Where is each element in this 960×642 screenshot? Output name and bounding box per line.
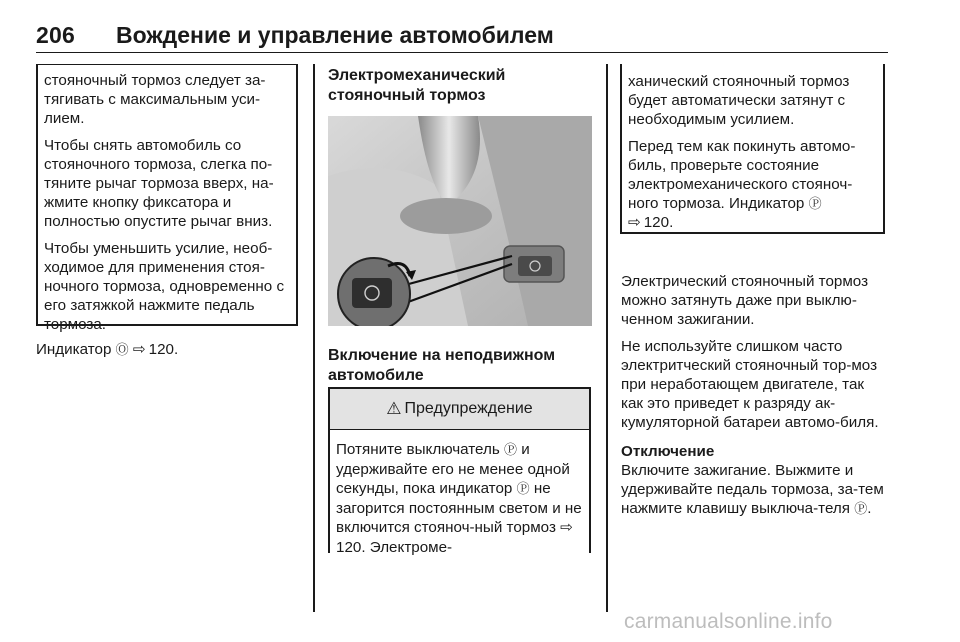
page-title: Вождение и управление автомобилем [116, 22, 554, 48]
column-divider-1 [313, 64, 315, 612]
parking-brake-icon: Ⓟ [808, 196, 822, 211]
subheading: Включение на неподвижном автомобиле [328, 347, 556, 384]
warning-text-2: и удерживайте его не менее одной секунды, пока индикатор [336, 441, 570, 497]
paragraph-battery-warning: Не используйте слишком часто электритческий стояночный тор-моз при неработающем двигателе, так как это приведет к разряду ак-кумуляторной батареи автомо-биля. [621, 338, 879, 431]
paragraph-off-procedure: Включите зажигание. Выжмите и удерживайте педаль тормоза, за-тем нажмите клавишу выключа-теля Ⓟ. [621, 462, 884, 517]
page-header [36, 22, 888, 53]
warning-box [328, 387, 591, 556]
box-paragraph-2 [628, 137, 877, 232]
subheading-block [328, 346, 592, 386]
section-heading: Электромеханический стояночный тормоз [328, 67, 506, 104]
note-paragraph-1: стояночный тормоз следует за-тягивать с максимальным уси-лием. [44, 72, 266, 127]
off-heading: Отключение [621, 443, 715, 460]
warning-text-1: Потяните выключатель [336, 441, 500, 458]
section-heading-block [328, 66, 592, 106]
page-ref-arrow-icon[interactable]: ⇨ [628, 214, 641, 231]
watermark: carmanualsonline.info [624, 610, 833, 633]
warning-text-3: не загорится постоянным светом и не включится стояноч-ный тормоз [336, 480, 582, 536]
note-paragraph-3: Чтобы уменьшить усилие, необ-ходимое для применения стоя-ночного тормоза, одновременно с его затяжкой нажмите педаль тормоза. [44, 240, 285, 333]
page-ref-link[interactable]: 120. [643, 214, 674, 231]
off-procedure-text: Включите зажигание. Выжмите и удерживайте педаль тормоза, за-тем нажмите клавишу выключа-теля [621, 462, 884, 517]
page-ref-arrow-icon[interactable]: ⇨ [560, 519, 573, 536]
indicator-reference [36, 340, 298, 359]
note-paragraph-2: Чтобы снять автомобиль со стояночного тормоза, слегка по-тяните рычаг тормоза вверх, на-жмите кнопку фиксатора и полностью опустите рычаг вниз. [44, 137, 274, 230]
parking-brake-switch-photo [328, 116, 592, 326]
page-number: 206 [36, 22, 75, 48]
continued-note-box [36, 64, 298, 333]
page-ref-link[interactable]: 120. [148, 341, 179, 358]
paragraph-ignition-off: Электрический стояночный тормоз можно затянуть даже при выклю-ченном зажигании. [621, 273, 869, 328]
parking-brake-icon: Ⓟ [516, 481, 530, 496]
continued-warning-box [620, 64, 885, 234]
warning-header [330, 389, 589, 430]
parking-brake-icon: Ⓟ [854, 501, 868, 516]
box-paragraph-1: ханический стояночный тормоз будет автоматически затянут с необходимым усилием. [628, 73, 850, 128]
parking-brake-icon: Ⓟ [504, 442, 518, 457]
column-divider-2 [606, 64, 608, 612]
column3-text [621, 272, 889, 526]
brake-warning-icon: Ⓞ [115, 342, 129, 357]
indicator-label: Индикатор [36, 341, 112, 358]
box-text-2a: Перед тем как покинуть автомо-биль, проверьте состояние электромеханического стояноч-ного тормоза. Индикатор [628, 138, 856, 212]
warning-title: Предупреждение [404, 400, 533, 417]
warning-body [330, 430, 589, 557]
page-ref-link[interactable]: 120. Электроме- [336, 538, 453, 556]
warning-triangle-icon: ⚠ [386, 399, 402, 418]
page-ref-arrow-icon[interactable]: ⇨ [132, 341, 146, 358]
